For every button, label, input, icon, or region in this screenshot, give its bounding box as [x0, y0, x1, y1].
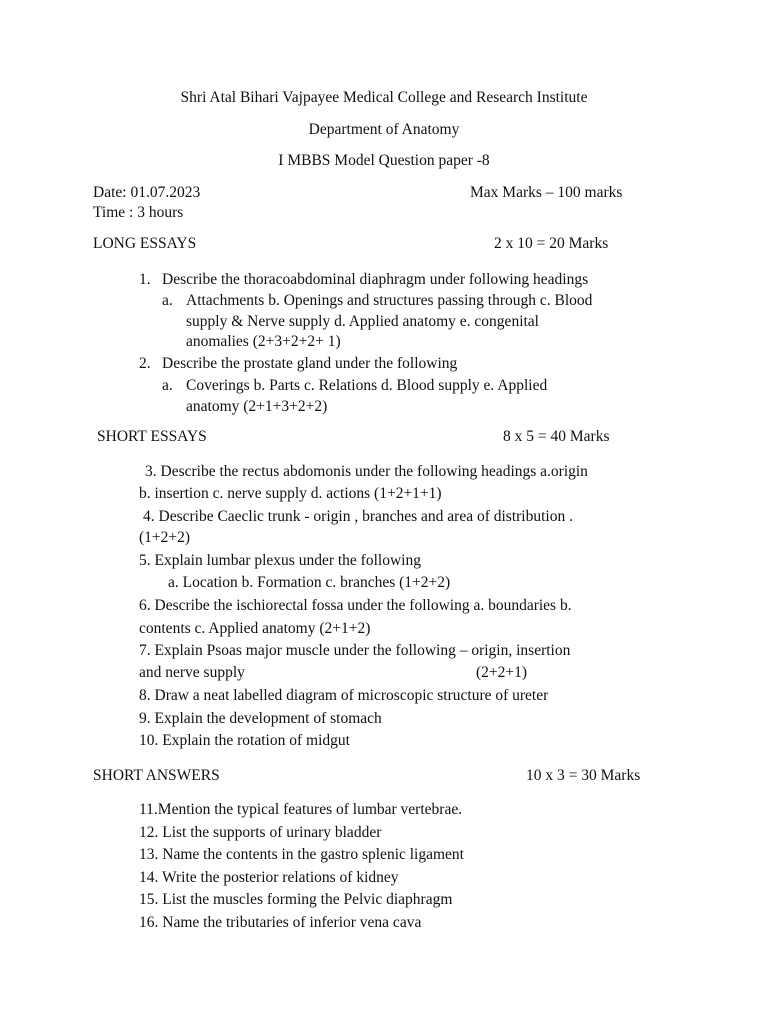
question-text: b. insertion c. nerve supply d. actions (1+2+1+1)	[139, 485, 442, 502]
question-text: Describe the prostate gland under the following	[162, 355, 458, 372]
question-text: 10. Explain the rotation of midgut	[139, 732, 350, 749]
sub-question-text: Attachments b. Openings and structures passing through c. Blood	[186, 292, 593, 309]
question-text: 4. Describe Caeclic trunk - origin , branches and area of distribution .	[143, 508, 573, 525]
question-text: 6. Describe the ischiorectal fossa under the following a. boundaries b.	[139, 597, 572, 614]
question-text: 9. Explain the development of stomach	[139, 710, 382, 727]
section-heading-long-essays: LONG ESSAYS	[93, 235, 197, 252]
section-marks-short-answers: 10 x 3 = 30 Marks	[526, 767, 641, 784]
sub-question-label: a.	[162, 292, 173, 309]
department-name: Department of Anatomy	[308, 121, 460, 138]
institute-name: Shri Atal Bihari Vajpayee Medical College and Research Institute	[180, 89, 588, 106]
question-number: 2.	[139, 355, 151, 372]
question-text: 11.Mention the typical features of lumbar vertebrae.	[139, 801, 463, 818]
question-text: 8. Draw a neat labelled diagram of microscopic structure of ureter	[139, 687, 549, 704]
question-text: (1+2+2)	[139, 529, 191, 546]
question-text: 12. List the supports of urinary bladder	[139, 824, 382, 841]
question-text: 14. Write the posterior relations of kidney	[139, 869, 399, 886]
sub-question-text: supply & Nerve supply d. Applied anatomy e. congenital	[186, 313, 539, 330]
question-text: and nerve supply	[139, 664, 245, 681]
section-heading-short-answers: SHORT ANSWERS	[93, 767, 220, 784]
question-text: 5. Explain lumbar plexus under the following	[139, 552, 421, 569]
exam-date: Date: 01.07.2023	[93, 184, 201, 201]
question-text: 15. List the muscles forming the Pelvic diaphragm	[139, 891, 453, 908]
max-marks: Max Marks – 100 marks	[470, 184, 623, 201]
question-text: contents c. Applied anatomy (2+1+2)	[139, 620, 371, 637]
sub-question-label: a.	[162, 377, 173, 394]
paper-title: I MBBS Model Question paper -8	[278, 152, 490, 169]
question-text: a. Location b. Formation c. branches (1+2+2)	[168, 574, 451, 591]
question-number: 1.	[139, 271, 151, 288]
sub-question-text: anomalies (2+3+2+2+ 1)	[186, 333, 341, 350]
section-marks-short-essays: 8 x 5 = 40 Marks	[503, 428, 610, 445]
sub-question-text: anatomy (2+1+3+2+2)	[186, 398, 328, 415]
section-heading-short-essays: SHORT ESSAYS	[97, 428, 207, 445]
question-text: 13. Name the contents in the gastro splenic ligament	[139, 846, 464, 863]
question-marks: (2+2+1)	[476, 664, 528, 681]
section-marks-long-essays: 2 x 10 = 20 Marks	[494, 235, 609, 252]
question-text: 16. Name the tributaries of inferior vena cava	[139, 914, 422, 931]
question-text: 3. Describe the rectus abdomonis under the following headings a.origin	[145, 463, 588, 480]
question-text: Describe the thoracoabdominal diaphragm under following headings	[162, 271, 589, 288]
sub-question-text: Coverings b. Parts c. Relations d. Blood supply e. Applied	[186, 377, 548, 394]
exam-time: Time : 3 hours	[93, 204, 184, 221]
question-text: 7. Explain Psoas major muscle under the following – origin, insertion	[139, 642, 571, 659]
